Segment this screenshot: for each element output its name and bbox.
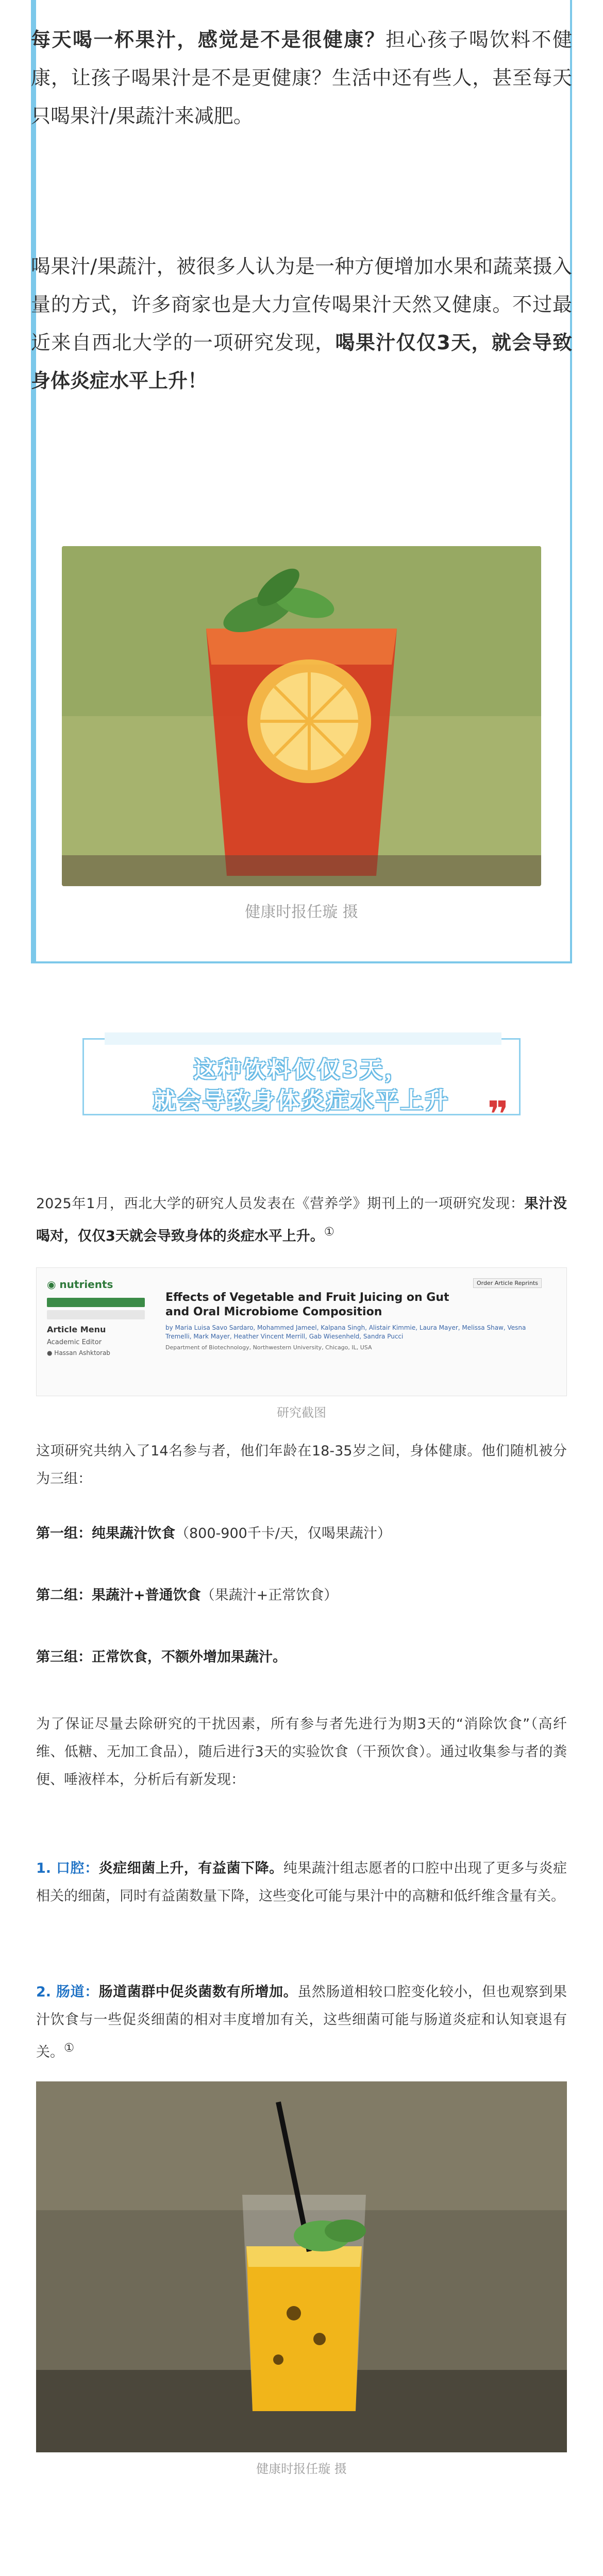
- academic-editor-label: Academic Editor: [47, 1338, 102, 1346]
- drink-photo: [36, 2081, 567, 2452]
- highlight-box-1: [82, 1038, 521, 1136]
- study-screenshot: [36, 1267, 567, 1396]
- sidebar-bar: [47, 1310, 145, 1319]
- editor-name: ● Hassan Ashktorab: [47, 1349, 110, 1357]
- group-1-detail: （800-900千卡/天，仅喝果蔬汁）: [175, 1526, 391, 1541]
- journal-name: nutrients: [59, 1278, 113, 1291]
- finding-1-title: 1. 口腔：: [36, 1860, 99, 1876]
- screenshot-sidebar: [47, 1278, 145, 1357]
- order-reprints-button: Order Article Reprints: [473, 1278, 542, 1288]
- highlight-1-line-1: 这种饮料仅仅3天，: [193, 1057, 410, 1083]
- study-paragraph-3: 为了保证尽量去除研究的干扰因素，所有参与者先进行为期3天的“消除饮食”（高纤维、低糖、无加工食品），随后进行3天的实验饮食（干预饮食）。通过收集参与者的粪便、唾液样本，分析后有新发现：: [36, 1716, 567, 1788]
- intro-p1-bold: 每天喝一杯果汁，感觉是不是很健康？: [31, 28, 386, 51]
- download-pdf-button: [47, 1298, 145, 1307]
- drink-illustration: [36, 2081, 567, 2452]
- reference-mark: ①: [64, 2041, 75, 2055]
- group-3-label: 第三组：正常饮食，不额外增加果蔬汁。: [36, 1649, 287, 1665]
- highlight-strip: [105, 1032, 501, 1045]
- intro-p1-rest: 担心孩子喝饮料不健康，让孩子喝果汁是不是更健康？生活中还有些人，甚至每天只喝果汁/果蔬汁来减肥。: [31, 28, 572, 127]
- finding-2-bold: 肠道菌群中促炎菌数有所增加。: [98, 1984, 298, 2000]
- finding-1: [36, 1855, 567, 1910]
- juice-illustration: [62, 546, 541, 886]
- intro-box-accent: [33, 0, 36, 963]
- reference-mark: ①: [324, 1225, 334, 1239]
- intro-p2-start: 喝果汁/果蔬汁，被很多人认为是一种方便增加水果和蔬菜摄入量的方式，许多商家也是大力宣传喝果汁天然又健康。不过最近来自西北大学的一项研究发现，: [31, 255, 572, 354]
- study-authors: by Maria Luisa Savo Sardaro, Mohammed Jameel, Kalpana Singh, Alistair Kimmie, Laura Mayer, Melissa Shaw, Vesna Tremelli, Mark Mayer, Heather Vincent Merrill, Gab Wiesenheld, Sandra Pucci: [165, 1324, 526, 1340]
- highlight-1-line-2: 就会导致身体炎症水平上升: [153, 1088, 450, 1114]
- finding-1-text: 纯果蔬汁组志愿者的口腔中出现了更多与炎症相关的细菌，同时有益菌数量下降，这些变化可能与果汁中的高糖和低纤维含量有关。: [36, 1860, 567, 1904]
- study-affiliation: Department of Biotechnology, Northwestern University, Chicago, IL, USA: [165, 1344, 372, 1351]
- drink-photo-caption: 健康时报任璇 摄: [256, 2462, 347, 2476]
- group-2-detail: （果蔬汁+正常饮食）: [200, 1587, 338, 1603]
- finding-2-title: 2. 肠道：: [36, 1984, 99, 2000]
- screenshot-article: [165, 1278, 542, 1351]
- finding-2: [36, 1978, 567, 2066]
- study-paragraph-2: 这项研究共纳入了14名参与者，他们年龄在18-35岁之间，身体健康。他们随机被分为三组：: [36, 1443, 567, 1487]
- group-3: [36, 1643, 567, 1671]
- quote-mark-icon: ❞: [487, 1093, 509, 1136]
- study-p1: 2025年1月，西北大学的研究人员发表在《营养学》期刊上的一项研究发现：: [36, 1196, 525, 1212]
- study-title: Effects of Vegetable and Fruit Juicing on Gut and Oral Microbiome Composition: [165, 1291, 449, 1318]
- juice-photo-caption: 健康时报任璇 摄: [245, 903, 358, 921]
- intro-paragraph-1: [31, 21, 572, 135]
- journal-logo: ◉ nutrients: [47, 1278, 113, 1291]
- group-2: [36, 1582, 567, 1609]
- intro-p2-bold: 喝果汁仅仅3天，就会导致身体炎症水平上升！: [31, 331, 572, 392]
- intro-paragraph-2: [31, 247, 572, 400]
- study-screenshot-caption: 研究截图: [277, 1405, 326, 1420]
- study-paragraph-1: [36, 1190, 567, 1250]
- juice-photo: [62, 546, 541, 886]
- group-2-label: 第二组：果蔬汁+普通饮食: [36, 1587, 201, 1603]
- group-1-label: 第一组：纯果蔬汁饮食: [36, 1526, 175, 1541]
- editor-name-text: Hassan Ashktorab: [54, 1349, 110, 1357]
- group-1: [36, 1520, 567, 1548]
- study-p1-bold: 果汁没喝对，仅仅3天就会导致身体的炎症水平上升。: [36, 1196, 567, 1244]
- finding-1-bold: 炎症细菌上升，有益菌下降。: [98, 1860, 283, 1876]
- article-menu-label: Article Menu: [47, 1325, 106, 1334]
- finding-2-text: 虽然肠道相较口腔变化较小，但也观察到果汁饮食与一些促炎细菌的相对丰度增加有关，这些细菌可能与肠道炎症和认知衰退有关。: [36, 1984, 567, 2060]
